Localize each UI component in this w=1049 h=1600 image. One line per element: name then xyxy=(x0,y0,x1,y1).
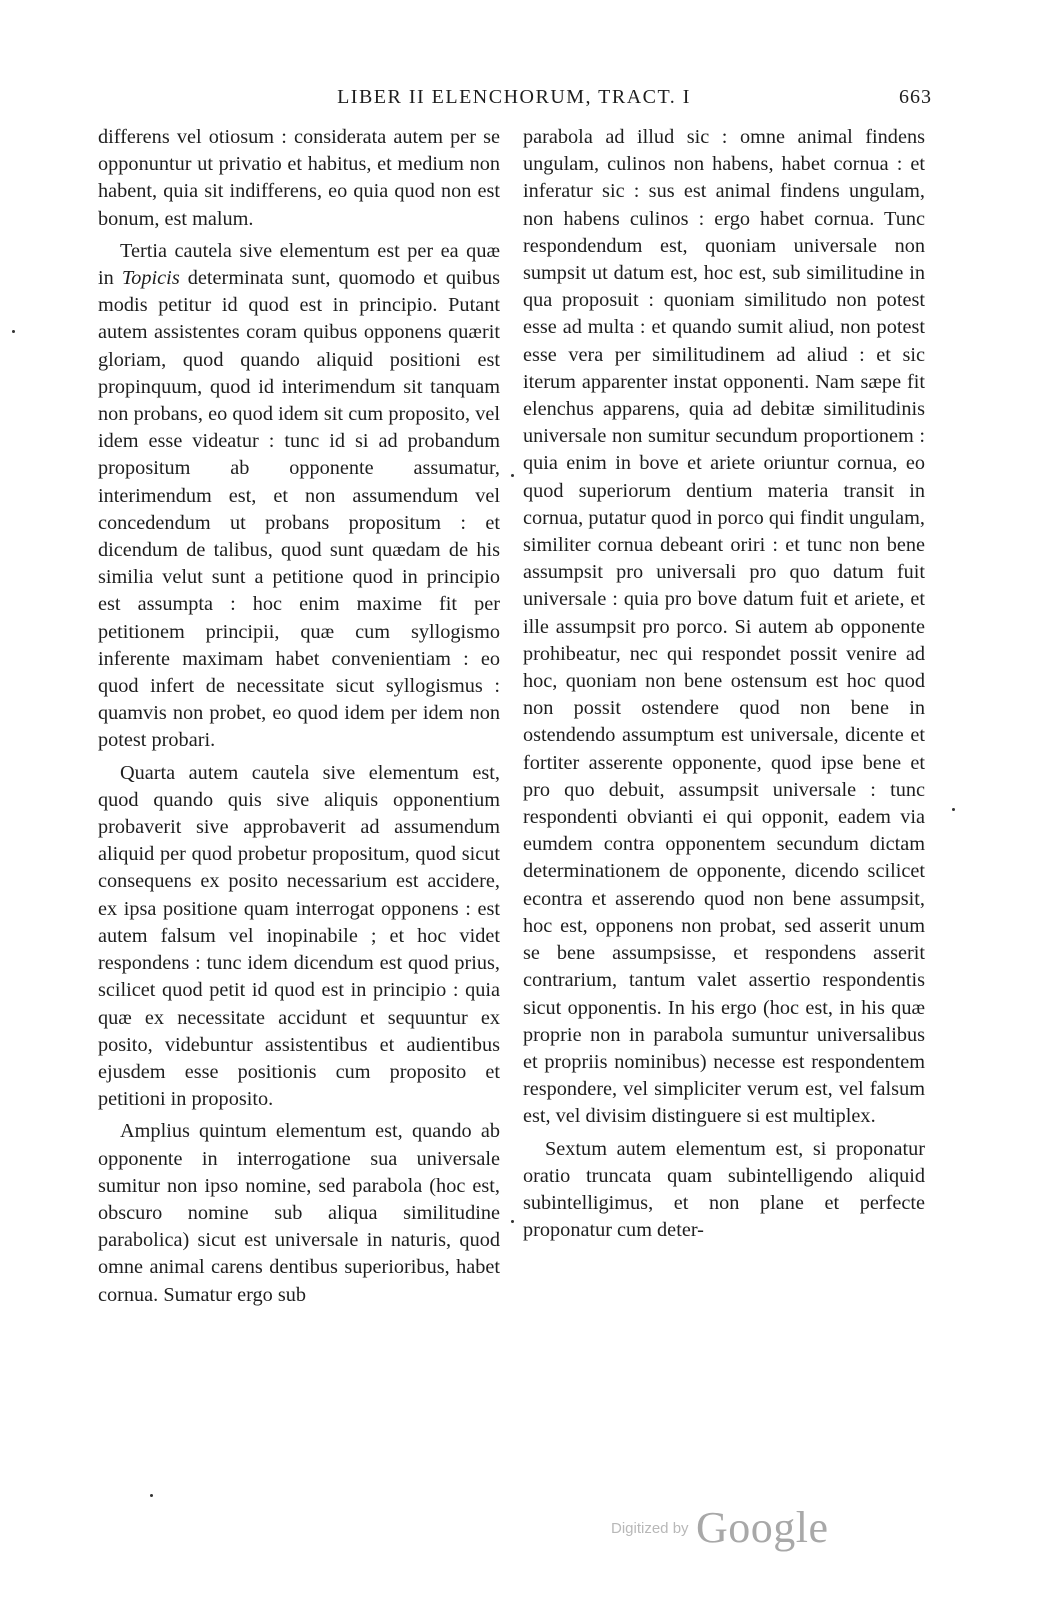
google-logo: Google xyxy=(696,1503,829,1552)
digitized-watermark xyxy=(600,1500,840,1550)
left-column xyxy=(98,124,500,1309)
scan-speck xyxy=(952,808,955,811)
scan-speck xyxy=(12,330,15,333)
left-paragraph-1: differens vel otiosum : considerata autem per se opponuntur ut privatio et habitus, et medium non habent, quia sit indifferens, eo quia quod non est bonum, est malum. xyxy=(98,126,500,230)
right-column xyxy=(523,124,925,1244)
right-paragraph-2: Sextum autem elementum est, si proponatur oratio truncata quam subintelligendo aliquid subintelligimus, et non plane et perfecte proponatur cum deter- xyxy=(523,1137,925,1242)
page-number: 663 xyxy=(899,86,932,108)
left-paragraph-2: Tertia cautela sive elementum est per ea quæ in Topicis determinata sunt, quomodo et quibus modis petitur id quod est in principio. Putant autem assistentes coram quibus opponens quærit gloriam, quod quando aliquid positioni est propinquum, quod id interimendum sit tanquam non probans, eo quod idem sit cum proposito, vel idem esse videatur : tunc id si ad probandum propositum ab opponente assumatur, interimendum est, et non assumendum vel concedendum ut probans propositum : et dicendum de talibus, quod sunt quædam de his similia velut sunt a petitione quod in principio est assumpta : hoc enim maxime fit per petitionem principii, quæ cum syllogismo inferente maximam habet convenientiam : eo quod infert de necessitate sicut syllogismus : quamvis non probet, eo quod idem per idem non potest probari. xyxy=(98,239,500,752)
right-paragraph-1: parabola ad illud sic : omne animal findens ungulam, culinos non habens, habet cornua : et inferatur sic : sus est animal findens ungulam, non habens culinos : ergo habet cornua. Tunc respondendum est, quoniam universale non sumpsit ut datum est, hoc est, sub similitudine in qua proposuit : quoniam similitudo non potest esse ad multa : et quando sumit aliud, non potest esse vera per similitudinem ad aliud : et sic iterum apparenter instat opponenti. Nam sæpe fit elenchus apparens, quia ad debitæ similitudinis universale non sumitur secundum proportionem : quia enim in bove et ariete oriuntur cornua, eo quod superiorum dentium materia transit in cornua, putatur quod in porco qui findit ungulam, similiter cornua debeant oriri : et tunc non bene assumpsit pro universali pro quo datum fuit universale : quia pro bove datum fuit et ariete, et ille assumpsit pro porco. Si autem ab opponente prohibeatur, nec qui respondet possit venire ad hoc, quoniam non bene ostensum est hoc quod non possit ostendere quod non bene in ostendendo assumptum est universale, dicente et fortiter asserente opponente, quod ipse bene et pro quo debuit, assumpsit universale : tunc respondenti obvianti ei qui opponit, eadem via eumdem contra opponentem secundum dictam determinationem de opponente, dicendo scilicet econtra et asserendo quod non bene assumpsit, hoc est, opponens non probat, sed asserit unum se bene assumpsisse, et respondens asserit contrarium, tantum valet assertio respondentis sicut opponentis. In his ergo (hoc est, in his quæ proprie non in parabola sumuntur universalibus et propriis nominibus) necesse est respondentem respondere, vel simpliciter verum est, vel falsum est, vel divisim distinguere si est multiplex. xyxy=(523,126,925,1128)
left-paragraph-4: Amplius quintum elementum est, quando ab opponente in interrogatione sua universale sumitur non ipso nomine, sed parabola (hoc est, obscuro nomine sub aliqua similitudine parabolica) sicut est universale in naturis, quod omne animal carens dentibus superioribus, habet cornua. Sumatur ergo sub xyxy=(98,1120,500,1306)
running-header xyxy=(96,86,932,116)
scan-speck xyxy=(511,1220,514,1223)
digitized-label: Digitized by xyxy=(611,1520,689,1537)
running-title: LIBER II ELENCHORUM, TRACT. I xyxy=(337,86,691,108)
scan-speck xyxy=(511,474,514,477)
scan-speck xyxy=(150,1494,153,1497)
left-paragraph-3: Quarta autem cautela sive elementum est, quod quando quis sive aliquis opponentium probaverit sive approbaverit ad assumendum aliquid per quod probetur propositum, quod sicut consequens ex posito necessarium est accidere, ex ipsa positione quam interrogat opponens : est autem falsum vel inopinabile ; et hoc videt respondens : tunc idem dicendum est quod prius, scilicet quod petit id quod est in principio : quia quæ ex necessitate accidunt et sequuntur ex posito, videbuntur assistentibus et audientibus ejusdem esse positionis cum proposito et petitioni in proposito. xyxy=(98,761,500,1111)
topicis-emphasis: Topicis xyxy=(121,267,180,290)
